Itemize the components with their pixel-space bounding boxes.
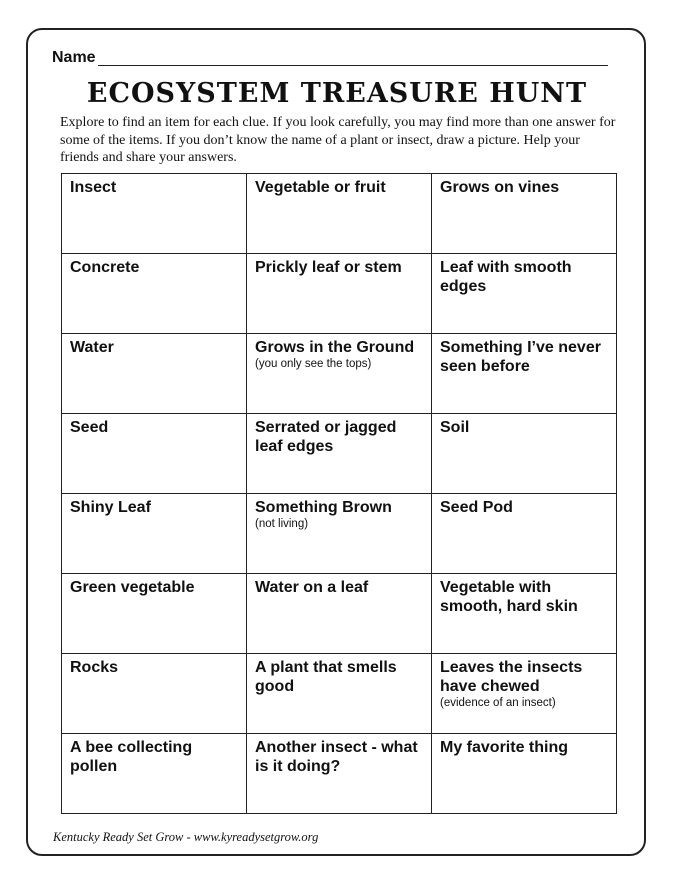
clue-cell[interactable] (247, 734, 432, 814)
grid-row (62, 734, 617, 814)
grid-row (62, 334, 617, 414)
clue-note: (you only see the tops) (255, 358, 372, 370)
clue-cell[interactable] (247, 414, 432, 494)
clue-cell[interactable] (62, 494, 247, 574)
clue-label: Shiny Leaf (70, 499, 151, 516)
clue-cell[interactable] (62, 654, 247, 734)
treasure-hunt-grid (61, 173, 617, 814)
clue-label: Seed Pod (440, 499, 513, 516)
name-blank-line[interactable] (98, 49, 608, 66)
clue-label: Soil (440, 419, 470, 436)
clue-label: Grows on vines (440, 179, 560, 196)
clue-cell[interactable] (62, 334, 247, 414)
footer-credit: Kentucky Ready Set Grow - www.kyreadysetgrow.org (53, 830, 319, 844)
clue-label: Vegetable with smooth, hard skin (440, 579, 578, 615)
clue-label: Water (70, 339, 114, 356)
name-field (52, 46, 608, 66)
clue-label: Rocks (70, 659, 119, 676)
clue-cell[interactable] (432, 174, 617, 254)
clue-cell[interactable] (62, 174, 247, 254)
clue-cell[interactable] (247, 334, 432, 414)
clue-cell[interactable] (62, 734, 247, 814)
clue-cell[interactable] (432, 254, 617, 334)
clue-label: Grows in the Ground (255, 339, 415, 356)
grid-row (62, 574, 617, 654)
instructions-text: Explore to find an item for each clue. If you look carefully, you may find more than one answer for some of the items. If you don’t know the name of a plant or insect, draw a picture. Help your friends and share your answers. (60, 115, 616, 165)
clue-note: (not living) (255, 518, 309, 530)
clue-label: Prickly leaf or stem (255, 259, 402, 276)
clue-cell[interactable] (247, 574, 432, 654)
clue-cell[interactable] (247, 174, 432, 254)
clue-label: Something I’ve never seen before (440, 339, 601, 375)
clue-cell[interactable] (62, 414, 247, 494)
clue-cell[interactable] (432, 654, 617, 734)
clue-cell[interactable] (247, 494, 432, 574)
clue-label: Another insect - what is it doing? (255, 739, 418, 775)
clue-cell[interactable] (432, 574, 617, 654)
clue-label: Concrete (70, 259, 140, 276)
clue-cell[interactable] (247, 254, 432, 334)
clue-label: Leaf with smooth edges (440, 259, 572, 295)
clue-cell[interactable] (432, 414, 617, 494)
clue-cell[interactable] (432, 734, 617, 814)
grid-row (62, 414, 617, 494)
name-label: Name (52, 49, 96, 66)
clue-cell[interactable] (62, 574, 247, 654)
clue-cell[interactable] (62, 254, 247, 334)
clue-label: A bee collecting pollen (70, 739, 193, 775)
clue-label: Seed (70, 419, 109, 436)
clue-label: A plant that smells good (255, 659, 397, 695)
clue-label: My favorite thing (440, 739, 569, 756)
grid-row (62, 494, 617, 574)
grid-row (62, 654, 617, 734)
clue-note: (evidence of an insect) (440, 697, 556, 709)
grid-row (62, 254, 617, 334)
clue-cell[interactable] (432, 494, 617, 574)
grid-row (62, 174, 617, 254)
clue-label: Insect (70, 179, 117, 196)
clue-label: Green vegetable (70, 579, 195, 596)
clue-cell[interactable] (432, 334, 617, 414)
clue-label: Water on a leaf (255, 579, 369, 596)
page-title: ECOSYSTEM TREASURE HUNT (86, 78, 588, 109)
clue-label: Leaves the insects have chewed (440, 659, 583, 695)
clue-label: Something Brown (255, 499, 392, 516)
clue-label: Vegetable or fruit (255, 179, 386, 196)
clue-label: Serrated or jagged leaf edges (255, 419, 397, 455)
clue-cell[interactable] (247, 654, 432, 734)
